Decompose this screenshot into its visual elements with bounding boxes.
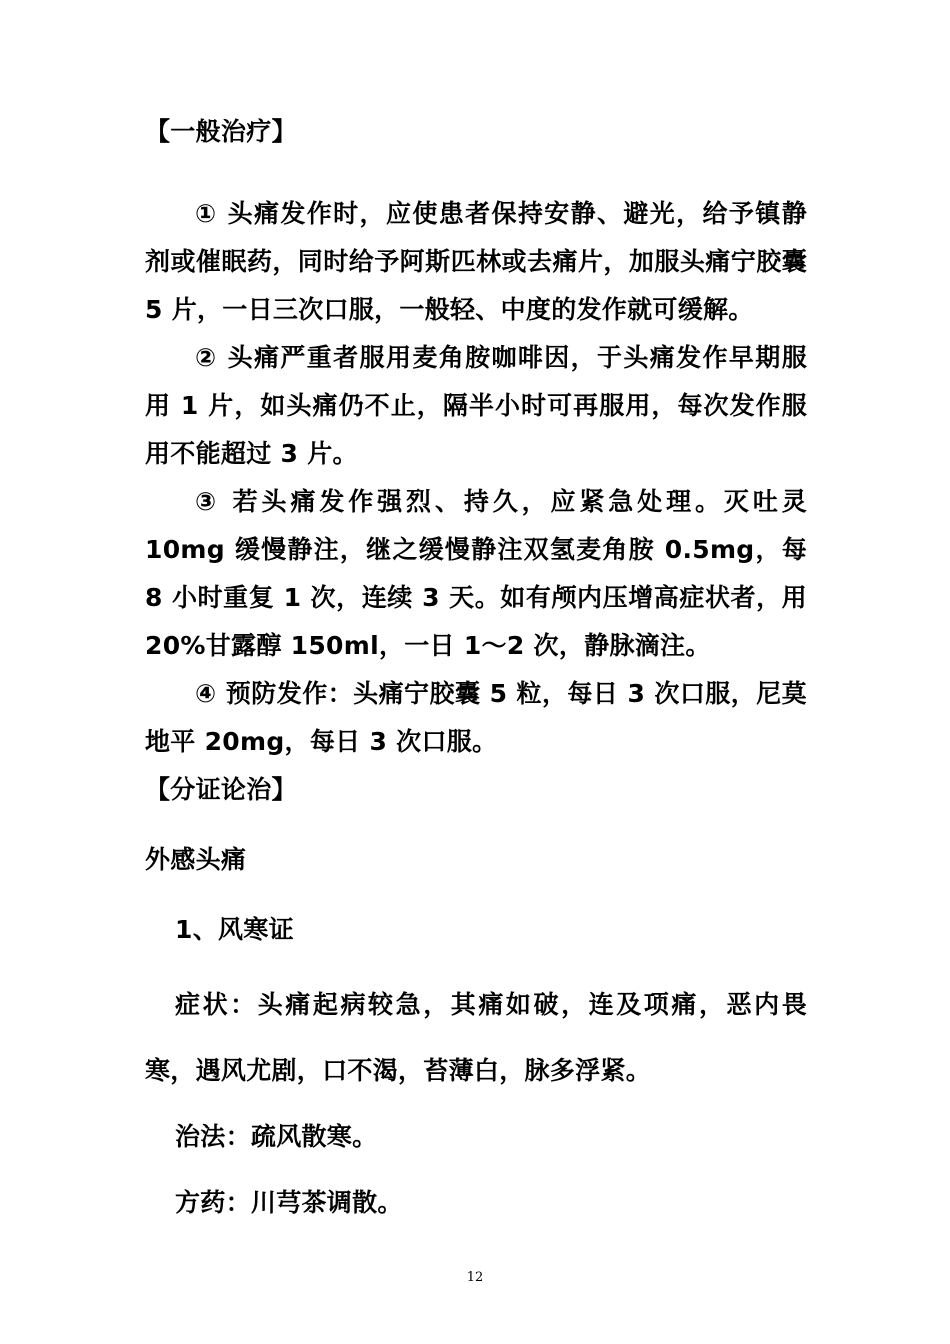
page-number: 12: [466, 1270, 484, 1285]
page-content: [145, 108, 807, 1236]
treatment-item-3: ③ 若头痛发作强烈、持久，应紧急处理。灭吐灵 10mg 缓慢静注，继之缓慢静注双氢麦角胺 0.5mg，每 8 小时重复 1 次，连续 3 天。如有颅内压增高症状者，用 20%甘露醇 150ml，一日 1～2 次，静脉滴注。: [145, 487, 807, 660]
treatment-method-text: 治法：疏风散寒。: [175, 1122, 378, 1151]
treatment-item-1: ① 头痛发作时，应使患者保持安静、避光，给予镇静剂或催眠药，同时给予阿斯匹林或去痛片，加服头痛宁胶囊 5 片，一日三次口服，一般轻、中度的发作就可缓解。: [145, 199, 807, 324]
category-heading: 外感头痛: [145, 845, 247, 874]
symptoms-text: 症状：头痛起病较急，其痛如破，连及项痛，恶内畏寒，遇风尤剧，口不渴，苔薄白，脉多浮紧。: [145, 990, 807, 1085]
section-heading-differentiation: 【分证论治】: [145, 775, 297, 804]
syndrome-subheading: 1、风寒证: [175, 915, 294, 944]
section-heading-general-treatment: 【一般治疗】: [145, 117, 297, 146]
prescription-text: 方药：川芎茶调散。: [175, 1188, 403, 1217]
treatment-item-4: ④ 预防发作：头痛宁胶囊 5 粒，每日 3 次口服，尼莫地平 20mg，每日 3 次口服。: [145, 679, 807, 756]
treatment-item-2: ② 头痛严重者服用麦角胺咖啡因，于头痛发作早期服用 1 片，如头痛仍不止，隔半小时可再服用，每次发作服用不能超过 3 片。: [145, 343, 807, 468]
